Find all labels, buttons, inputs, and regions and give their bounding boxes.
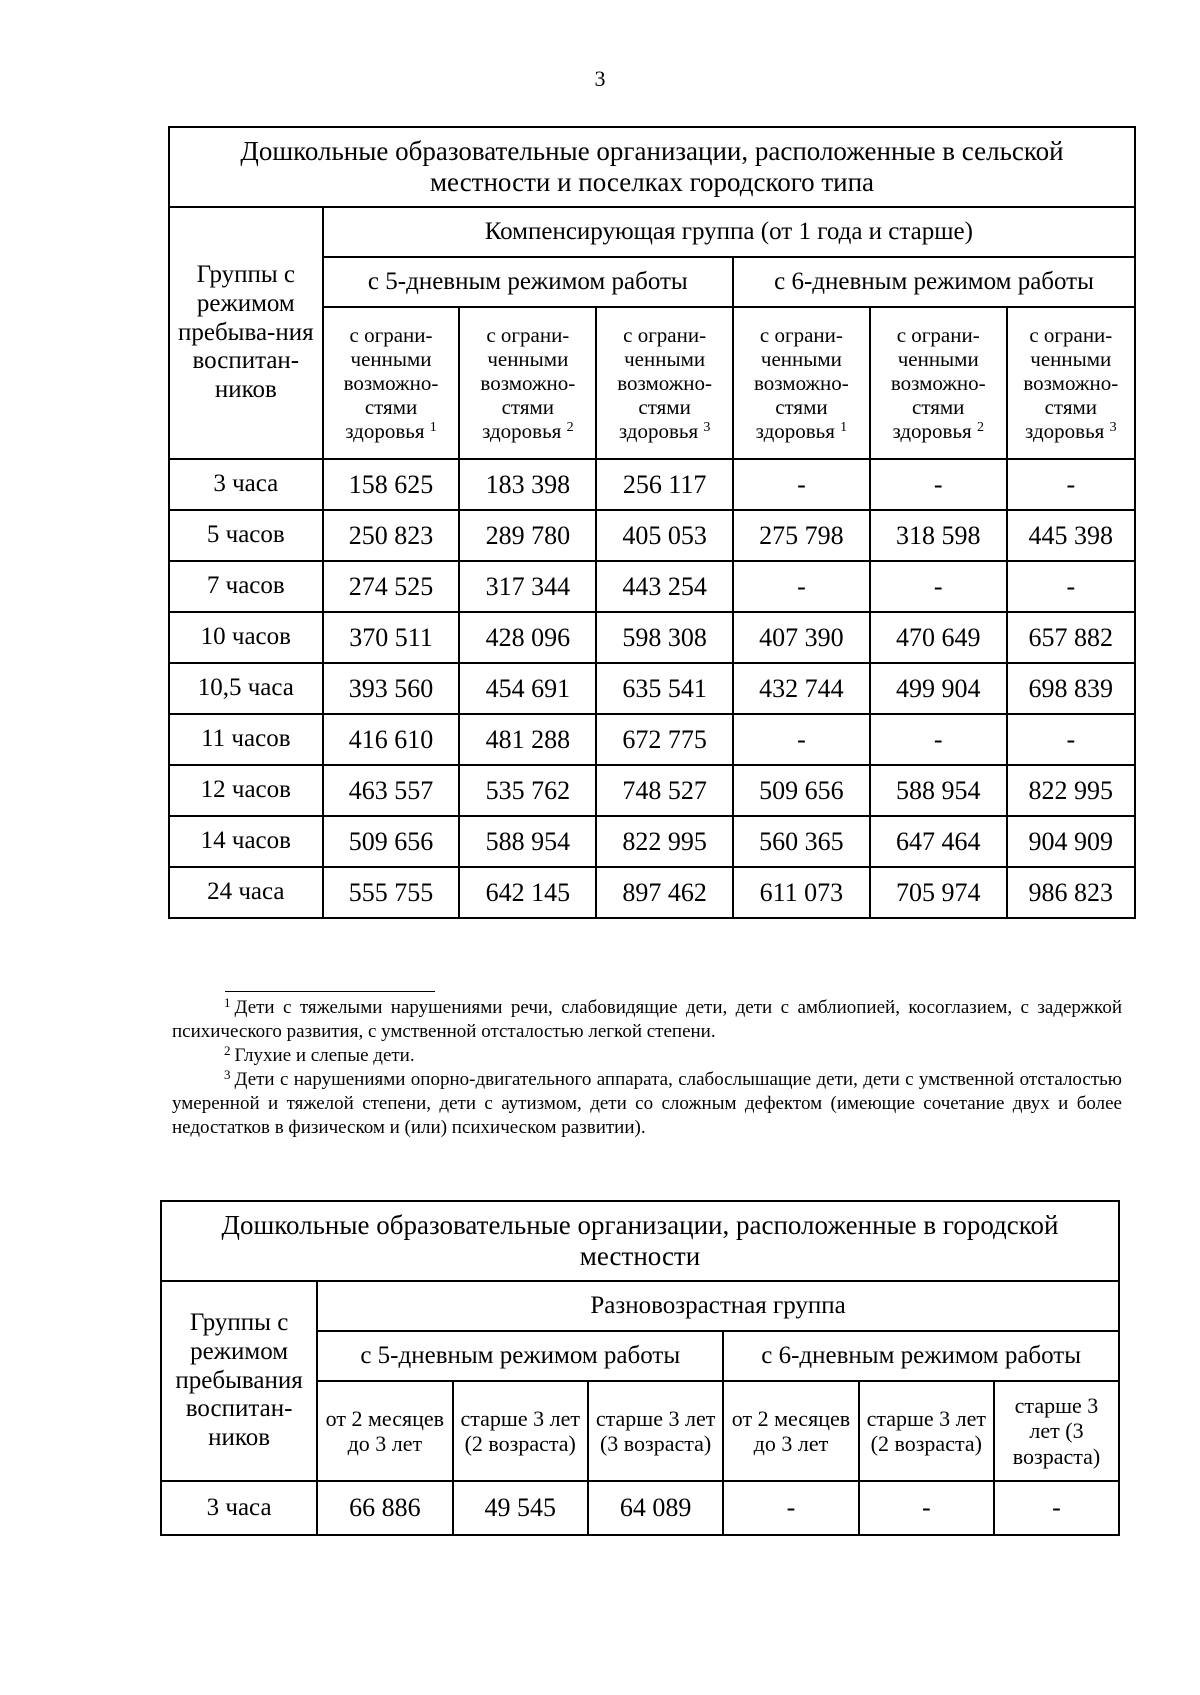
table1-subheader-label: с ограни-ченными возможно-стями здоровья: [343, 322, 439, 444]
footnote-mark: 2: [224, 1043, 231, 1058]
table2-subheader: старше 3 лет (3 возраста): [994, 1381, 1119, 1481]
table-row: [169, 714, 1135, 765]
row-label: 10,5 часа: [169, 663, 323, 714]
cell-value: 588 954: [870, 765, 1007, 816]
cell-value: -: [870, 459, 1007, 510]
table2-mode6-header: с 6-дневным режимом работы: [723, 1331, 1119, 1381]
cell-value: 317 344: [459, 561, 596, 612]
cell-value: 535 762: [459, 765, 596, 816]
cell-value: 445 398: [1007, 510, 1135, 561]
cell-value: 672 775: [596, 714, 733, 765]
footnote-text: Глухие и слепые дети.: [234, 1045, 415, 1066]
cell-value: 657 882: [1007, 612, 1135, 663]
rural-tariff-table: [168, 126, 1136, 919]
cell-value: -: [859, 1481, 994, 1535]
footnotes: [172, 996, 1122, 1140]
row-label: 3 часа: [169, 459, 323, 510]
cell-value: 275 798: [733, 510, 870, 561]
footnote-mark: 1: [429, 420, 437, 436]
row-label: 24 часа: [169, 867, 323, 918]
row-label: 7 часов: [169, 561, 323, 612]
cell-value: 256 117: [596, 459, 733, 510]
table-row: [161, 1481, 1119, 1535]
table1-subheader-label: с ограни-ченными возможно-стями здоровья: [617, 322, 712, 444]
cell-value: 698 839: [1007, 663, 1135, 714]
cell-value: 443 254: [596, 561, 733, 612]
cell-value: 560 365: [733, 816, 870, 867]
table2-subheader: старше 3 лет (2 возраста): [453, 1381, 588, 1481]
cell-value: -: [870, 561, 1007, 612]
cell-value: 470 649: [870, 612, 1007, 663]
cell-value: 274 525: [323, 561, 460, 612]
table1-subheader: [1007, 307, 1135, 459]
cell-value: 432 744: [733, 663, 870, 714]
cell-value: 822 995: [596, 816, 733, 867]
cell-value: 393 560: [323, 663, 460, 714]
cell-value: -: [723, 1481, 858, 1535]
footnote-mark: 3: [1109, 420, 1117, 436]
cell-value: 428 096: [459, 612, 596, 663]
cell-value: 250 823: [323, 510, 460, 561]
footnote-mark: 1: [224, 995, 231, 1010]
table-row: [169, 867, 1135, 918]
cell-value: 49 545: [453, 1481, 588, 1535]
footnote-mark: 1: [840, 420, 848, 436]
cell-value: 635 541: [596, 663, 733, 714]
table1-group-header: Компенсирующая группа (от 1 года и старше): [323, 207, 1135, 257]
table1-subheader-label: с ограни-ченными возможно-стями здоровья: [754, 322, 849, 444]
footnote-3: [172, 1068, 1122, 1140]
table1-caption: Дошкольные образовательные организации, расположенные в сельской местности и поселках городского типа: [169, 127, 1135, 207]
cell-value: -: [1007, 561, 1135, 612]
cell-value: -: [870, 714, 1007, 765]
cell-value: 454 691: [459, 663, 596, 714]
cell-value: -: [1007, 714, 1135, 765]
cell-value: 481 288: [459, 714, 596, 765]
table1-subheader: [870, 307, 1007, 459]
cell-value: 705 974: [870, 867, 1007, 918]
cell-value: 405 053: [596, 510, 733, 561]
footnote-mark: 3: [224, 1067, 231, 1082]
table-row: [169, 765, 1135, 816]
cell-value: 555 755: [323, 867, 460, 918]
cell-value: 318 598: [870, 510, 1007, 561]
table-row: [169, 561, 1135, 612]
table2-subheader: от 2 месяцев до 3 лет: [723, 1381, 858, 1481]
cell-value: 416 610: [323, 714, 460, 765]
cell-value: 598 308: [596, 612, 733, 663]
table2-subheader: от 2 месяцев до 3 лет: [317, 1381, 452, 1481]
table2-group-header: Разновозрастная группа: [317, 1281, 1119, 1331]
cell-value: 822 995: [1007, 765, 1135, 816]
row-label: 10 часов: [169, 612, 323, 663]
footnote-mark: 2: [566, 420, 574, 436]
table1-mode6-header: с 6-дневным режимом работы: [733, 257, 1135, 307]
table2-subheader: старше 3 лет (2 возраста): [859, 1381, 994, 1481]
row-label: 5 часов: [169, 510, 323, 561]
cell-value: 407 390: [733, 612, 870, 663]
table1-subheader: [323, 307, 460, 459]
footnote-mark: 3: [703, 420, 711, 436]
page-number: 3: [594, 66, 606, 91]
row-label: 11 часов: [169, 714, 323, 765]
table1-subheader: [733, 307, 870, 459]
urban-tariff-table: [160, 1200, 1120, 1536]
cell-value: 611 073: [733, 867, 870, 918]
cell-value: 370 511: [323, 612, 460, 663]
table1-subheader-label: с ограни-ченными возможно-стями здоровья: [890, 322, 986, 444]
footnote-separator: [225, 991, 435, 992]
cell-value: 642 145: [459, 867, 596, 918]
table2-caption: Дошкольные образовательные организации, расположенные в городской местности: [161, 1201, 1119, 1281]
footnote-mark: 2: [976, 420, 984, 436]
table-row: [169, 459, 1135, 510]
cell-value: -: [733, 459, 870, 510]
table2-mode5-header: с 5-дневным режимом работы: [317, 1331, 723, 1381]
table-row: [169, 510, 1135, 561]
table1-stub-header: Группы с режимом пребыва-ния воспитан-ников: [169, 207, 323, 459]
table1-subheader-label: с ограни-ченными возможно-стями здоровья: [1023, 322, 1119, 444]
cell-value: -: [733, 714, 870, 765]
table1-subheader: [596, 307, 733, 459]
table2-stub-header: Группы с режимом пребывания воспитан-ников: [161, 1281, 317, 1481]
footnote-1: [172, 996, 1122, 1044]
table-row: [169, 816, 1135, 867]
cell-value: 66 886: [317, 1481, 452, 1535]
table1-subheader: [459, 307, 596, 459]
cell-value: 986 823: [1007, 867, 1135, 918]
row-label: 14 часов: [169, 816, 323, 867]
table2-subheader: старше 3 лет (3 возраста): [588, 1381, 723, 1481]
cell-value: 499 904: [870, 663, 1007, 714]
row-label: 3 часа: [161, 1481, 317, 1535]
cell-value: -: [1007, 459, 1135, 510]
cell-value: 647 464: [870, 816, 1007, 867]
table1-mode5-header: с 5-дневным режимом работы: [323, 257, 733, 307]
footnote-text: Дети с нарушениями опорно-двигательного аппарата, слабослышащие дети, дети с умственной отсталостью умеренной и тяжелой степени, дети с аутизмом, дети со сложным дефектом (имеющие сочетание двух и более недостатков в физическом и (или) психическом развитии).: [172, 1069, 1122, 1138]
cell-value: 509 656: [733, 765, 870, 816]
row-label: 12 часов: [169, 765, 323, 816]
cell-value: 904 909: [1007, 816, 1135, 867]
cell-value: 748 527: [596, 765, 733, 816]
cell-value: 64 089: [588, 1481, 723, 1535]
table-row: [169, 663, 1135, 714]
footnote-text: Дети с тяжелыми нарушениями речи, слабовидящие дети, дети с амблиопией, косоглазием, с задержкой психического развития, с умственной отсталостью легкой степени.: [172, 997, 1122, 1042]
table-row: [169, 612, 1135, 663]
table1-subheader-label: с ограни-ченными возможно-стями здоровья: [480, 322, 576, 444]
cell-value: -: [733, 561, 870, 612]
cell-value: 289 780: [459, 510, 596, 561]
cell-value: 463 557: [323, 765, 460, 816]
cell-value: -: [994, 1481, 1119, 1535]
cell-value: 588 954: [459, 816, 596, 867]
footnote-2: [172, 1044, 1122, 1068]
cell-value: 509 656: [323, 816, 460, 867]
cell-value: 897 462: [596, 867, 733, 918]
cell-value: 158 625: [323, 459, 460, 510]
cell-value: 183 398: [459, 459, 596, 510]
